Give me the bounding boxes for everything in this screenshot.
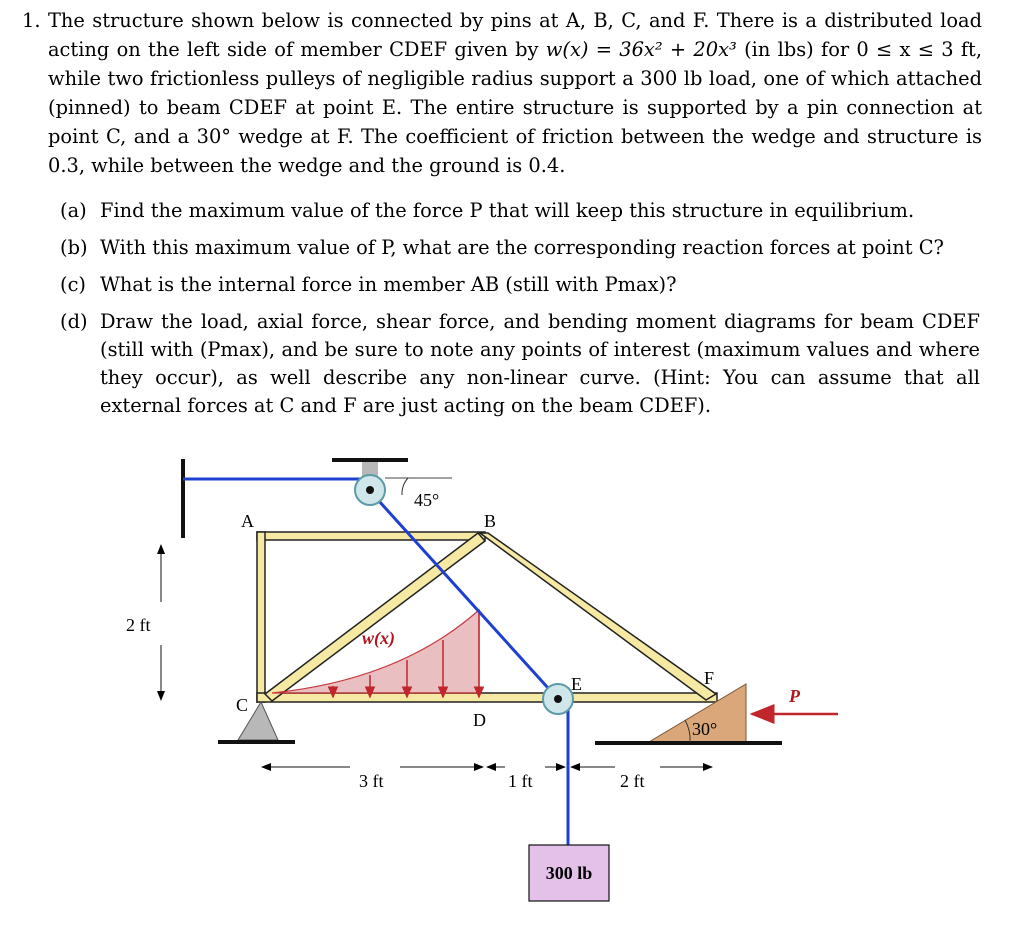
part-a: [60, 197, 980, 225]
part-c-text: What is the internal force in member AB (still with Pmax)?: [100, 273, 677, 296]
dim-ef-label: 2 ft: [620, 771, 645, 791]
member-cdef: [257, 693, 717, 702]
angle-pulley-label: 45°: [414, 490, 440, 510]
member-bf: [480, 533, 716, 700]
part-c-label: (c): [60, 273, 86, 296]
point-a-label: A: [241, 511, 254, 531]
point-e-label: E: [571, 674, 582, 694]
point-c-label: C: [236, 695, 249, 715]
problem-statement: [22, 6, 982, 180]
force-p-label: P: [789, 686, 800, 706]
statement-part-1: The structure shown below is connected by pins at A, B, C, and F. There is a distributed load acting on the left side of member CDEF given by: [48, 9, 982, 61]
point-b-label: B: [484, 511, 497, 531]
load-label: w(x): [362, 628, 395, 648]
height-dimension-label: 2 ft: [126, 615, 151, 635]
load-equation: w(x) = 36x² + 20x³: [545, 38, 737, 61]
part-b: [60, 234, 980, 262]
part-b-label: (b): [60, 236, 88, 259]
angle-arc: [402, 478, 408, 495]
part-b-text: With this maximum value of P, what are the corresponding reaction forces at point C?: [100, 236, 944, 259]
dim-de-label: 1 ft: [508, 771, 533, 791]
pulley-e: [543, 684, 573, 714]
statement-part-2: (in lbs) for 0 ≤ x ≤ 3 ft, while two frictionless pulleys of negligible radius support a 300 lb load, one of which attached (pinned) to beam CDEF at point E. The entire structure is supported by a pin connection at point C, and a 30° wedge at F. The coefficient of friction between the wedge and structure is 0.3, while between the wedge and the ground is 0.4.: [48, 38, 983, 177]
angle-wedge-label: 30°: [692, 719, 718, 739]
structure-figure: [0, 440, 1024, 939]
part-d-label: (d): [60, 310, 88, 333]
part-c: [60, 271, 980, 299]
point-d-label: D: [473, 710, 486, 730]
weight-label: 300 lb: [545, 863, 593, 883]
top-pulley: [355, 475, 385, 505]
truss-members: [257, 532, 717, 702]
structure-diagram: [0, 440, 1024, 939]
part-a-label: (a): [60, 199, 87, 222]
member-ab: [257, 532, 485, 540]
member-ac: [257, 532, 265, 702]
problem-text: [48, 6, 982, 180]
problem-number: 1.: [22, 9, 41, 32]
dim-cd-label: 3 ft: [359, 771, 384, 791]
problem-parts: [60, 197, 980, 429]
part-d-text: Draw the load, axial force, shear force, and bending moment diagrams for beam CDEF (still with (Pmax), and be sure to note any points of interest (maximum values and where they occur), as well describe any non-linear curve. (Hint: You can assume that all external forces at C and F are just acting on the beam CDEF).: [100, 310, 980, 417]
part-a-text: Find the maximum value of the force P that will keep this structure in equilibrium.: [100, 199, 915, 222]
point-f-label: F: [704, 668, 715, 688]
part-d: [60, 308, 980, 420]
